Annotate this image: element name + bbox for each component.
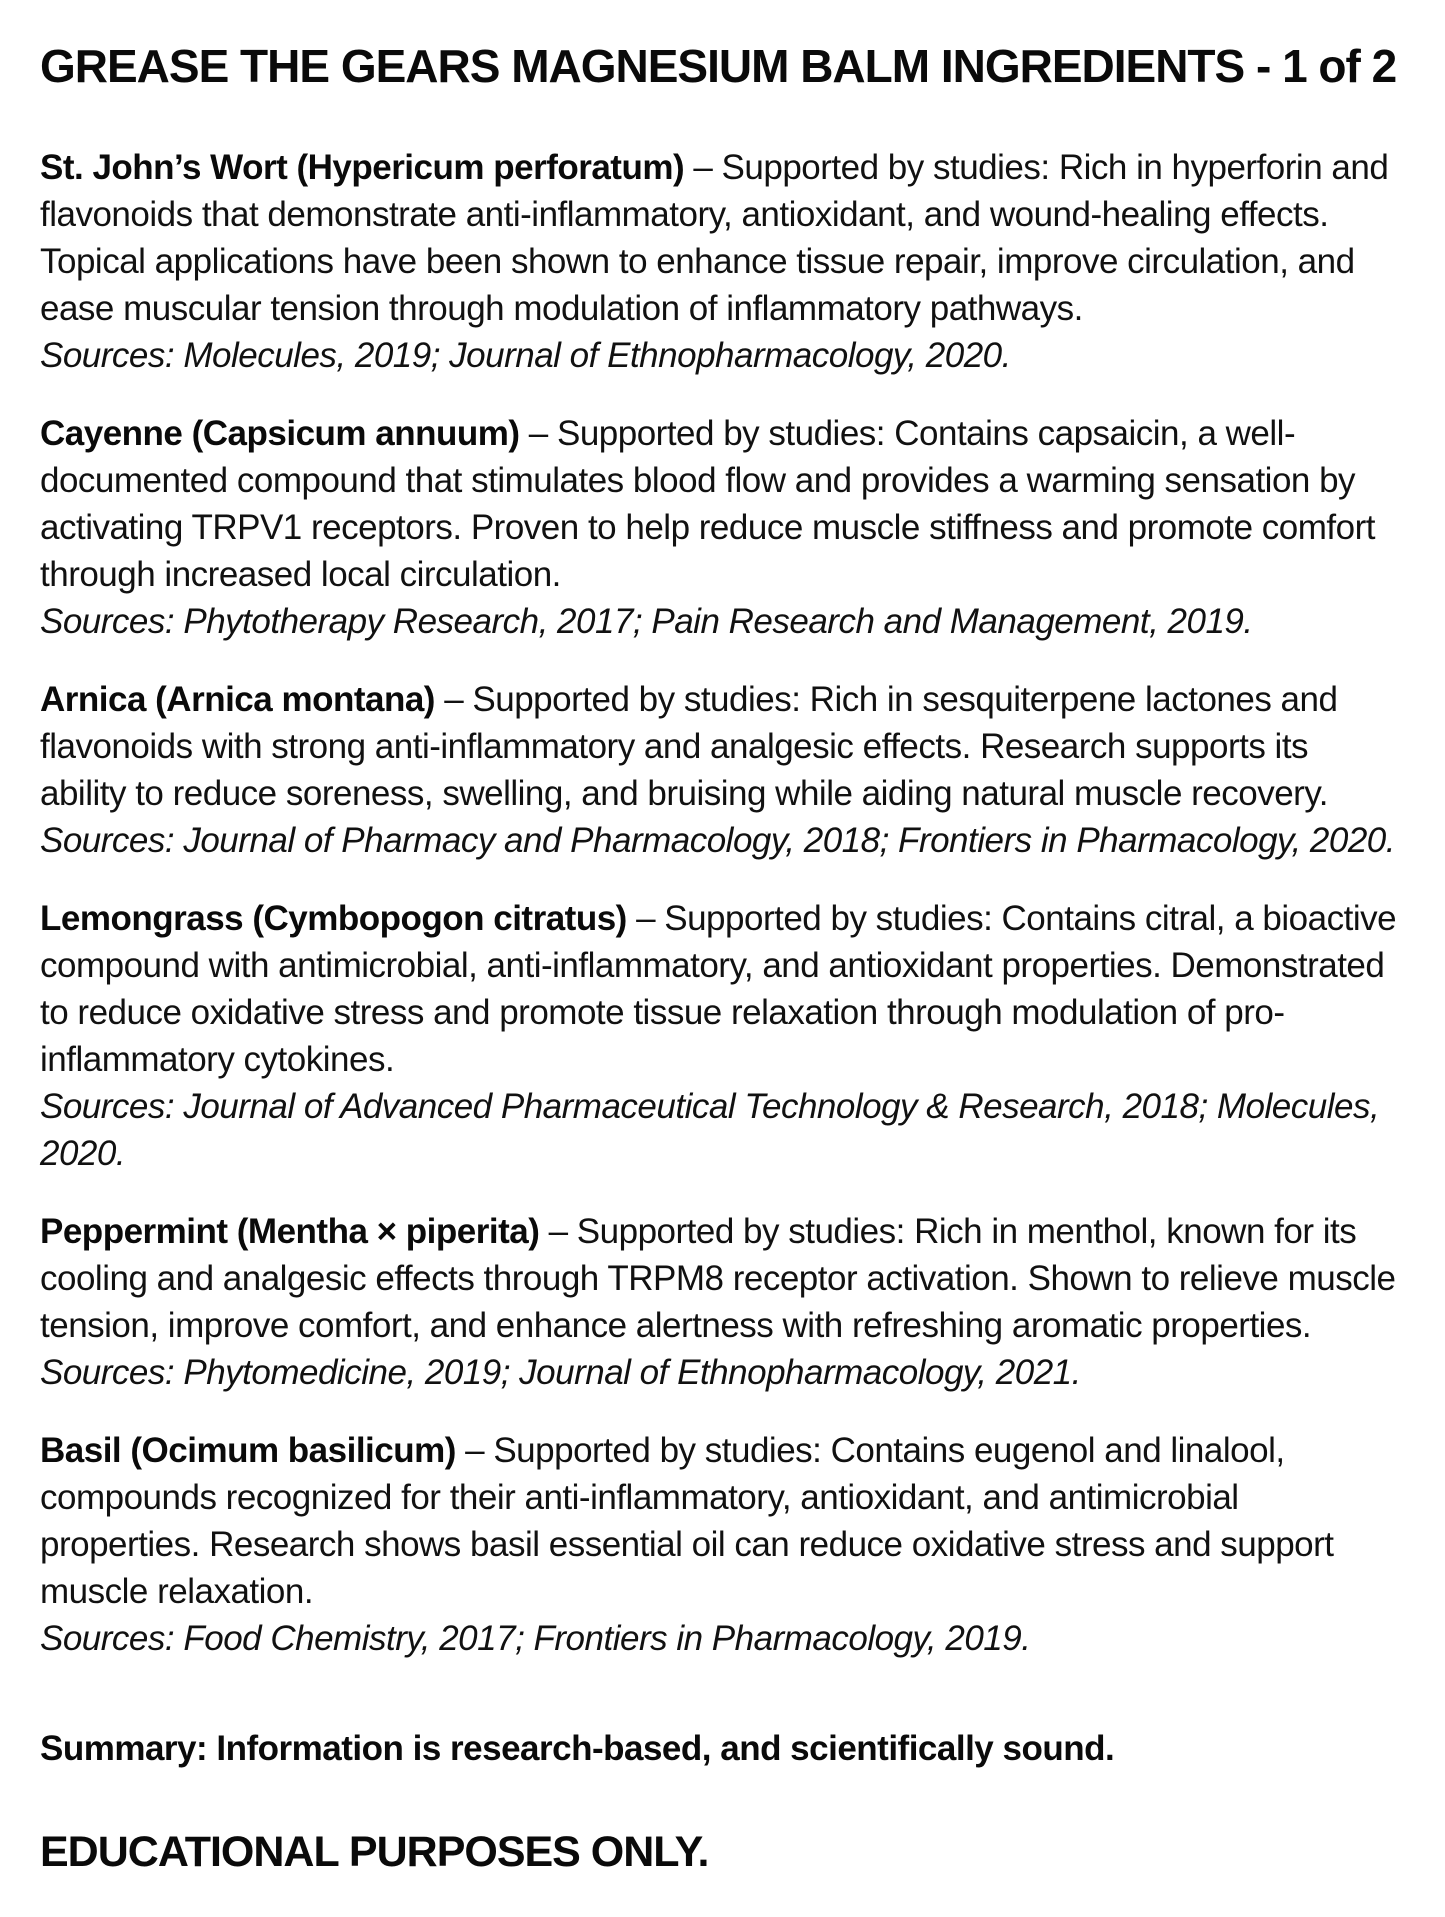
ingredient-paragraph-peppermint: [40, 1208, 1403, 1396]
ingredient-paragraph-cayenne: [40, 410, 1403, 645]
ingredient-description: – Supported by studies: Rich in menthol, known for its cooling and analgesic effects through TRPM8 receptor activation. Shown to relieve muscle tension, improve comfort, and enhance alertness with refreshing aromatic properties.: [40, 1212, 1396, 1346]
ingredient-paragraph-lemongrass: [40, 895, 1403, 1177]
summary-statement: Summary: Information is research-based, and scientifically sound.: [40, 1729, 1115, 1769]
ingredient-paragraph-st-johns-wort: [40, 144, 1403, 379]
ingredient-name: Peppermint (Mentha × piperita): [40, 1212, 540, 1252]
ingredient-sources: Sources: Molecules, 2019; Journal of Ethnopharmacology, 2020.: [40, 336, 1011, 376]
ingredient-sources: Sources: Journal of Advanced Pharmaceutical Technology & Research, 2018; Molecules, 2020.: [40, 1087, 1380, 1174]
ingredient-description: – Supported by studies: Rich in sesquiterpene lactones and flavonoids with strong anti-inflammatory and analgesic effects. Research supports its ability to reduce soreness, swelling, and bruising while aiding natural muscle recovery.: [40, 680, 1338, 814]
ingredient-name: Cayenne (Capsicum annuum): [40, 414, 520, 454]
ingredient-sources: Sources: Phytomedicine, 2019; Journal of Ethnopharmacology, 2021.: [40, 1353, 1081, 1393]
ingredient-name: Lemongrass (Cymbopogon citratus): [40, 899, 627, 939]
educational-disclaimer: EDUCATIONAL PURPOSES ONLY.: [40, 1828, 709, 1877]
page-title: GREASE THE GEARS MAGNESIUM BALM INGREDIENTS - 1 of 2: [40, 40, 1397, 92]
ingredient-name: Basil (Ocimum basilicum): [40, 1431, 456, 1471]
ingredient-description: – Supported by studies: Contains eugenol and linalool, compounds recognized for their anti-inflammatory, antioxidant, and antimicrobial properties. Research shows basil essential oil can reduce oxidative stress and support muscle relaxation.: [40, 1431, 1334, 1612]
ingredient-sources: Sources: Phytotherapy Research, 2017; Pain Research and Management, 2019.: [40, 602, 1253, 642]
ingredient-name: Arnica (Arnica montana): [40, 680, 435, 720]
ingredient-paragraph-arnica: [40, 676, 1403, 864]
ingredient-paragraph-basil: [40, 1427, 1403, 1662]
ingredient-description: – Supported by studies: Rich in hyperforin and flavonoids that demonstrate anti-inflammatory, antioxidant, and wound-healing effects. Topical applications have been shown to enhance tissue repair, improve circulation, and ease muscular tension through modulation of inflammatory pathways.: [40, 148, 1389, 329]
ingredient-sources: Sources: Food Chemistry, 2017; Frontiers in Pharmacology, 2019.: [40, 1619, 1031, 1659]
ingredient-sources: Sources: Journal of Pharmacy and Pharmacology, 2018; Frontiers in Pharmacology, 2020.: [40, 821, 1395, 861]
ingredient-name: St. John’s Wort (Hypericum perforatum): [40, 148, 685, 188]
ingredient-description: – Supported by studies: Contains citral, a bioactive compound with antimicrobial, anti-inflammatory, and antioxidant properties. Demonstrated to reduce oxidative stress and promote tissue relaxation through modulation of pro-inflammatory cytokines.: [40, 899, 1397, 1080]
ingredient-description: – Supported by studies: Contains capsaicin, a well-documented compound that stimulates blood flow and provides a warming sensation by activating TRPV1 receptors. Proven to help reduce muscle stiffness and promote comfort through increased local circulation.: [40, 414, 1375, 595]
